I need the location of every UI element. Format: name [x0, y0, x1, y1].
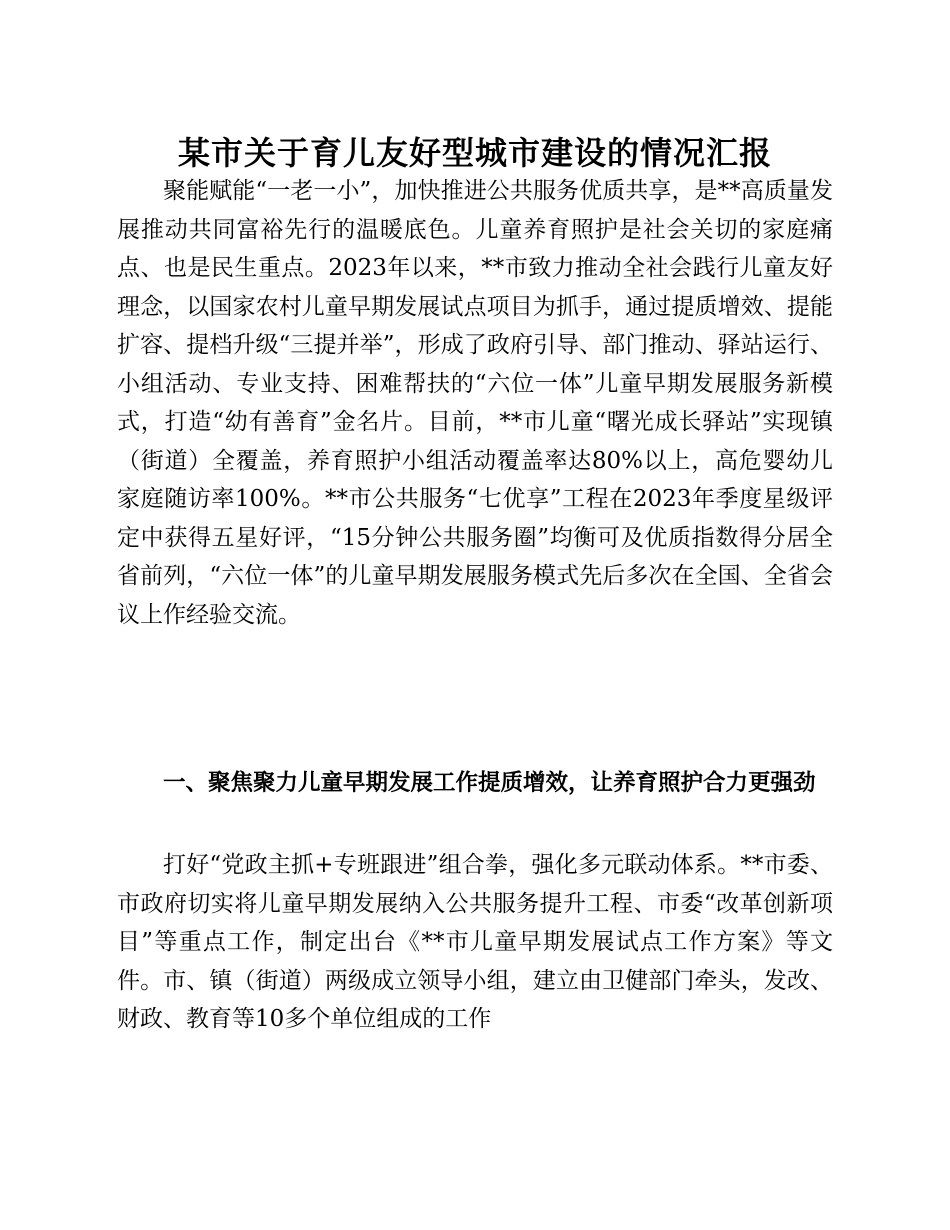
section-paragraph: 打好“党政主抓+专班跟进”组合拳，强化多元联动体系。**市委、市政府切实将儿童早期发展纳入公共服务提升工程、市委“改革创新项目”等重点工作，制定出台《**市儿童早期发展试点工作方案》等文件。市、镇（街道）两级成立领导小组，建立由卫健部门牵头，发改、财政、教育等10多个单位组成的工作 [117, 852, 833, 1032]
intro-paragraph: 聚能赋能“一老一小”，加快推进公共服务优质共享，是**高质量发展推动共同富裕先行的温暖底色。儿童养育照护是社会关切的家庭痛点、也是民生重点。2023年以来，**市致力推动全社会践行儿童友好理念，以国家农村儿童早期发展试点项目为抓手，通过提质增效、提能扩容、提档升级“三提并举”，形成了政府引导、部门推动、驿站运行、小组活动、专业支持、困难帮扶的“六位一体”儿童早期发展服务新模式，打造“幼有善育”金名片。目前，**市儿童“曙光成长驿站”实现镇（街道）全覆盖，养育照护小组活动覆盖率达80%以上，高危婴幼儿家庭随访率100%。**市公共服务“七优享”工程在2023年季度星级评定中获得五星好评，“15分钟公共服务圈”均衡可及优质指数得分居全省前列，“六位一体”的儿童早期发展服务模式先后多次在全国、全省会议上作经验交流。 [117, 178, 833, 628]
section-heading: 一、聚焦聚力儿童早期发展工作提质增效，让养育照护合力更强劲 [163, 770, 816, 796]
page-title: 某市关于育儿友好型城市建设的情况汇报 [177, 134, 772, 172]
